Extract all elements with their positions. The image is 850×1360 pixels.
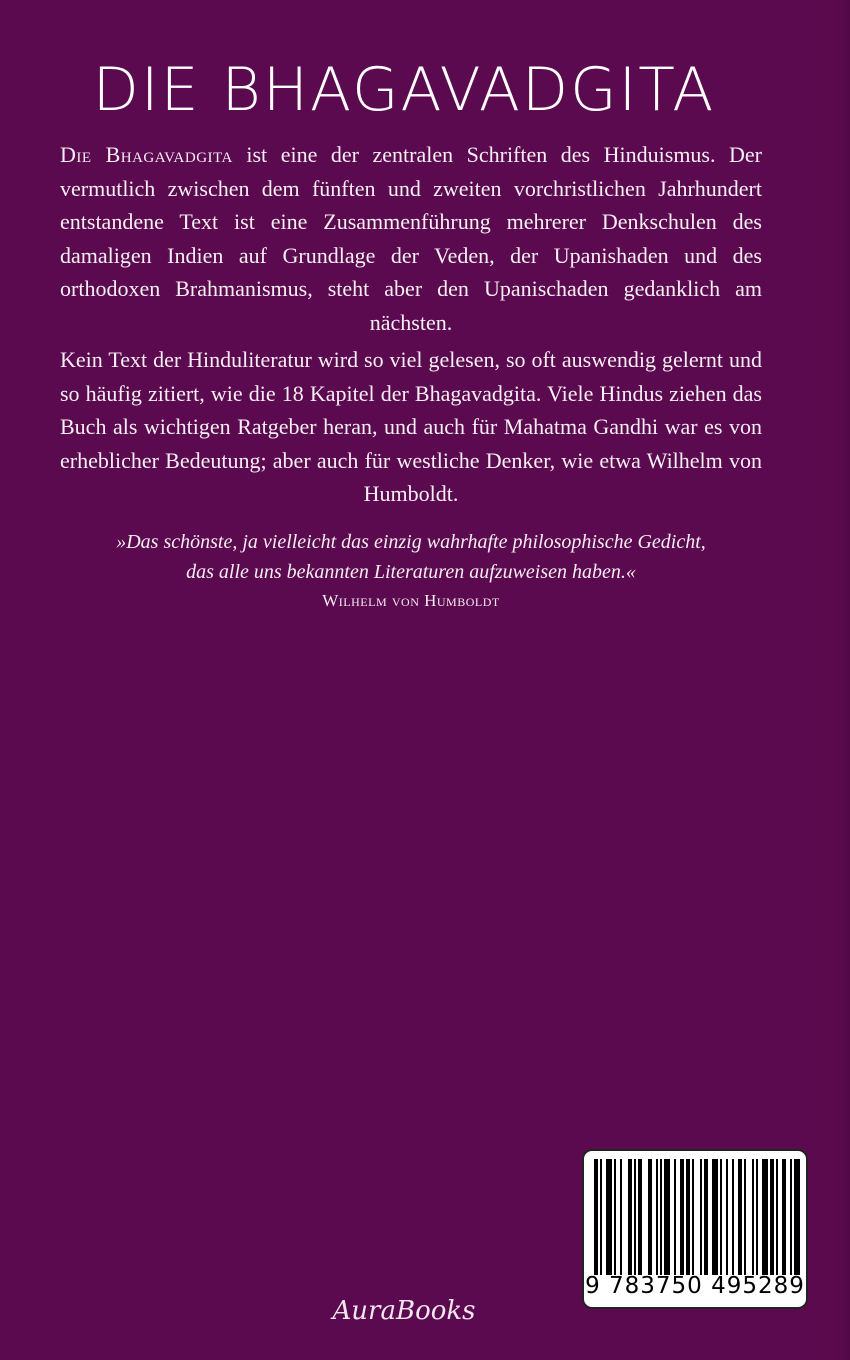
spine-edge bbox=[810, 0, 850, 1360]
barcode-bar bbox=[790, 1159, 792, 1275]
quote bbox=[60, 527, 762, 587]
barcode-bar bbox=[782, 1159, 786, 1275]
barcode-bar bbox=[680, 1159, 684, 1275]
description-paragraph-1-text: ist eine der zentralen Schriften des Hinduismus. Der vermutlich zwischen dem fünften und zweiten vorchristlichen Jahrhundert entstandene Text ist eine Zusammenführung mehrerer Denkschulen des damaligen Indien auf Grundlage der Veden, der Upanishaden und des orthodoxen Brahmanismus, steht aber den Upanischaden gedanklich am nächsten. bbox=[60, 142, 763, 335]
barcode-bar bbox=[712, 1159, 718, 1275]
isbn-barcode bbox=[582, 1149, 808, 1309]
barcode-bar bbox=[614, 1159, 616, 1275]
barcode-bar bbox=[726, 1159, 728, 1275]
barcode-bar bbox=[634, 1159, 636, 1275]
barcode-bar bbox=[686, 1159, 690, 1275]
barcode-bar bbox=[744, 1159, 746, 1275]
barcode-bar bbox=[606, 1159, 612, 1275]
barcode-bar bbox=[752, 1159, 754, 1275]
barcode-bar bbox=[594, 1159, 598, 1275]
publisher-logo: AuraBooks bbox=[332, 1296, 476, 1326]
barcode-bar bbox=[674, 1159, 676, 1275]
isbn-number: 9 783750 495289 bbox=[585, 1273, 805, 1299]
barcode-bar bbox=[628, 1159, 632, 1275]
barcode-bar bbox=[756, 1159, 758, 1275]
barcode-bar bbox=[776, 1159, 778, 1275]
quote-line-2: das alle uns bekannten Literaturen aufzuweisen haben.« bbox=[186, 561, 636, 583]
barcode-bar bbox=[700, 1159, 702, 1275]
barcode-bars bbox=[592, 1159, 800, 1275]
barcode-bar bbox=[648, 1159, 652, 1275]
barcode-bar bbox=[656, 1159, 658, 1275]
barcode-bar bbox=[738, 1159, 742, 1275]
barcode-bar bbox=[692, 1159, 694, 1275]
barcode-bar bbox=[762, 1159, 768, 1275]
barcode-bar bbox=[620, 1159, 622, 1275]
barcode-bar bbox=[770, 1159, 774, 1275]
barcode-bar bbox=[794, 1159, 800, 1275]
barcode-bar bbox=[732, 1159, 734, 1275]
book-title: DIE BHAGAVADGITA bbox=[92, 55, 716, 125]
title-mention: Die Bhagavadgita bbox=[60, 142, 233, 167]
barcode-bar bbox=[660, 1159, 662, 1275]
barcode-bar bbox=[638, 1159, 642, 1275]
barcode-bar bbox=[720, 1159, 722, 1275]
quote-author: Wilhelm von Humboldt bbox=[322, 591, 500, 610]
barcode-bar bbox=[704, 1159, 708, 1275]
description-paragraph-1 bbox=[60, 138, 762, 339]
barcode-bar bbox=[664, 1159, 670, 1275]
quote-line-1: »Das schönste, ja vielleicht das einzig wahrhafte philosophische Gedicht, bbox=[116, 531, 706, 553]
description-paragraph-2: Kein Text der Hinduliteratur wird so viel gelesen, so oft auswendig gelernt und so häufig zitiert, wie die 18 Kapitel der Bhagavadgita. Viele Hindus ziehen das Buch als wichtigen Ratgeber heran, und auch für Mahatma Gandhi war es von erheblicher Bedeutung; aber auch für westliche Denker, wie etwa Wilhelm von Humboldt. bbox=[60, 347, 762, 506]
barcode-bar bbox=[600, 1159, 602, 1275]
